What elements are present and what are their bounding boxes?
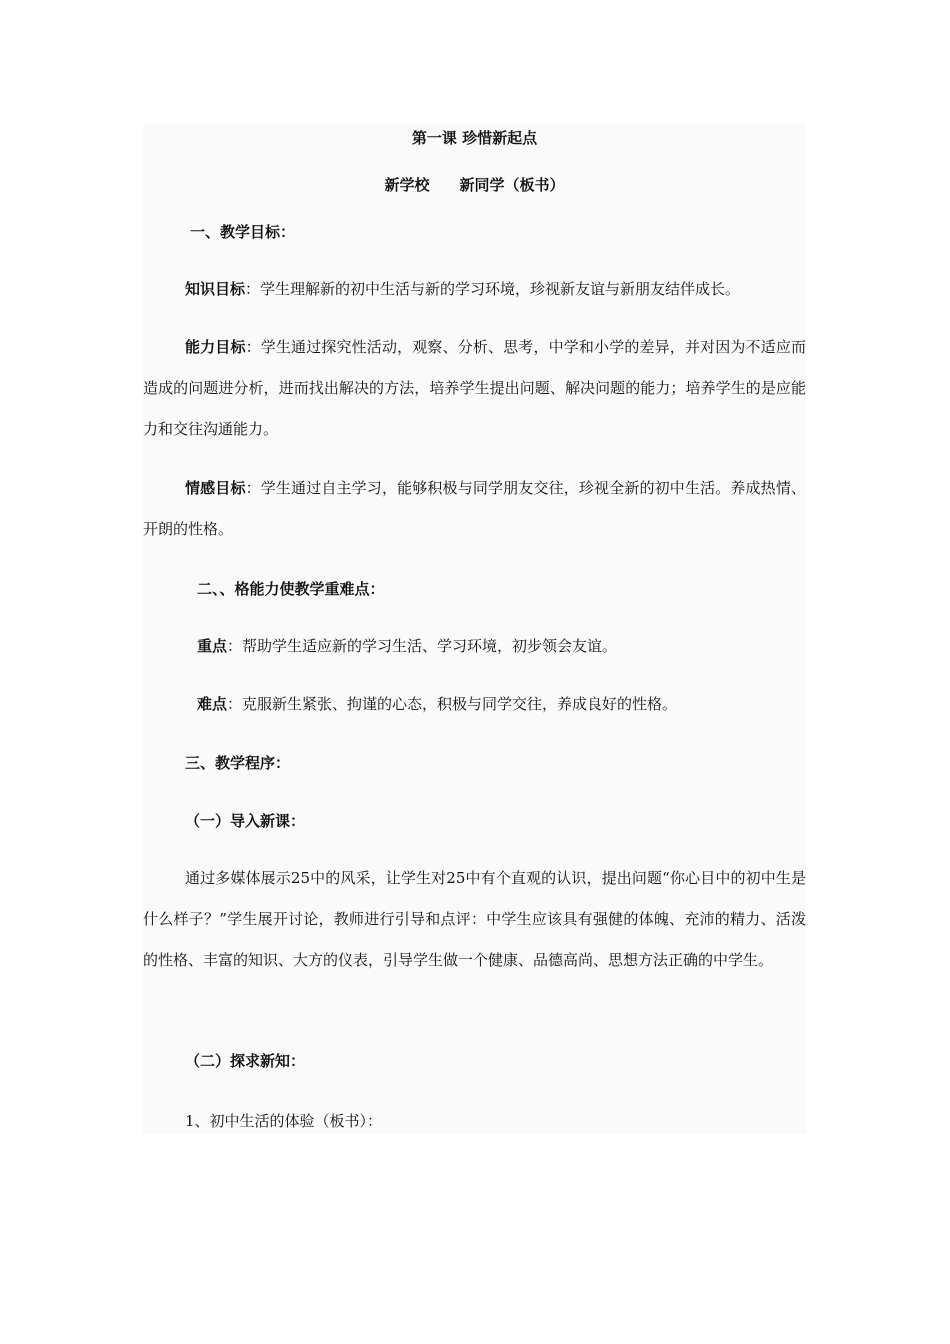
intro-heading: （一）导入新课： [185, 812, 306, 830]
page-subtitle: 新学校 新同学（板书） [384, 176, 565, 194]
key-point-line [197, 636, 617, 656]
key-point-label: 重点 [197, 637, 228, 655]
section1-heading: 一、教学目标： [190, 223, 296, 241]
explore-item-1: 1、初中生活的体验（板书）： [185, 1112, 383, 1130]
intro-paragraph: 通过多媒体展示25中的风采，让学生对25中有个直观的认识，提出问题“你心目中的初中生是什么样子？”学生展开讨论，教师进行引导和点评：中学生应该具有强健的体魄、充沛的精力、活泼的性格、丰富的知识、大方的仪表，引导学生做一个健康、品德高尚、思想方法正确的中学生。 [143, 869, 806, 969]
difficult-point-label: 难点 [197, 695, 228, 713]
knowledge-goal-paragraph [143, 269, 806, 310]
ability-goal-text: ：学生通过探究性活动，观察、分析、思考，中学和小学的差异，并对因为不适应而造成的问题进分析，进而找出解决的方法，培养学生提出问题、解决问题的能力；培养学生的是应能力和交往沟通能力。 [143, 338, 806, 438]
ability-goal-label: 能力目标 [185, 338, 246, 356]
key-point-text: ：帮助学生适应新的学习生活、学习环境，初步领会友谊。 [227, 637, 618, 655]
emotion-goal-label: 情感目标 [185, 479, 246, 497]
page-title: 第一课 珍惜新起点 [411, 129, 538, 147]
emotion-goal-paragraph [143, 468, 806, 550]
section3-heading: 三、教学程序： [185, 754, 291, 772]
knowledge-goal-label: 知识目标 [185, 280, 246, 298]
explore-heading: （二）探求新知： [185, 1052, 306, 1070]
ability-goal-paragraph [143, 327, 806, 450]
difficult-point-text: ：克服新生紧张、拘谨的心态，积极与同学交往，养成良好的性格。 [227, 695, 678, 713]
section2-heading: 二、、格能力使教学重难点： [197, 580, 385, 598]
knowledge-goal-text: ：学生理解新的初中生活与新的学习环境，珍视新友谊与新朋友结伴成长。 [245, 280, 741, 298]
difficult-point-line [197, 694, 677, 714]
emotion-goal-text: ：学生通过自主学习，能够积极与同学朋友交往，珍视全新的初中生活。养成热情、开朗的性格。 [143, 479, 806, 538]
